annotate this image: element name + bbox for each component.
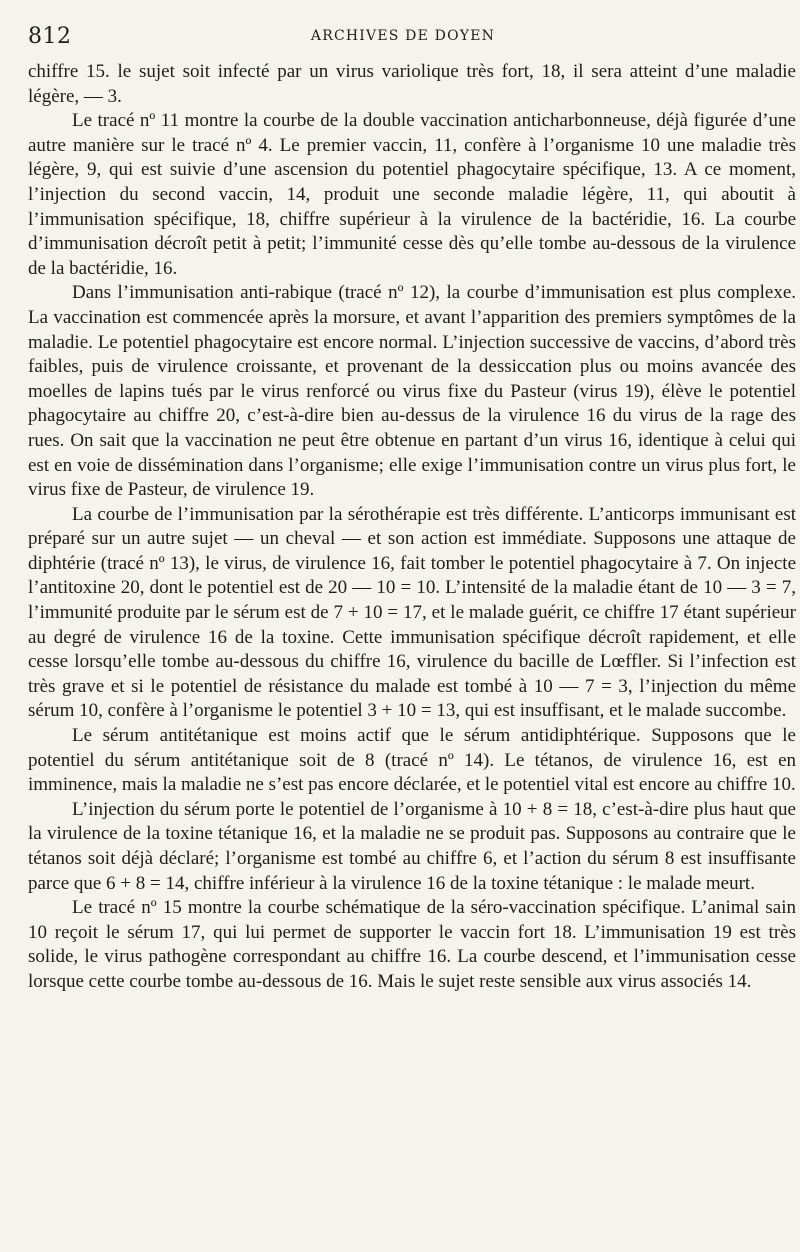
running-title: ARCHIVES DE DOYEN: [310, 28, 496, 44]
paragraph-serum-injection: L’injection du sérum porte le potentiel de l’organisme à 10 + 8 = 18, c’est-à-dire plus haut que la virulence de la toxine tétanique 16, et la maladie ne se produit pas. Supposons au contraire que le tétanos soit déjà déclaré; l’organisme est tombé au chiffre 6, et l’action du sérum 8 est insuffisante parce que 6 + 8 = 14, chiffre inférieur à la virulence 16 de la toxine tétanique : le malade meurt.: [28, 798, 796, 894]
paragraph-antitetanus: Le sérum antitétanique est moins actif que le sérum antidiphtérique. Supposons que le potentiel du sérum antitétanique soit de 8 (tracé nº 14). Le tétanos, de virulence 16, est en imminence, mais la maladie ne s’est pas encore déclarée, et le potentiel vital est encore au chiffre 10.: [28, 725, 796, 796]
paragraph-serotherapy: La courbe de l’immunisation par la sérothérapie est très différente. L’anticorps immunisant est préparé sur un autre sujet — un cheval — et son action est immédiate. Supposons une attaque de diphtérie (tracé nº 13), le virus, de virulence 16, fait tomber le potentiel phagocytaire à 7. On injecte l’antitoxine 20, dont le potentiel est de 20 — 10 = 10. L’intensité de la maladie étant de 10 — 3 = 7, l’immunité produite par le sérum est de 7 + 10 = 17, et le malade guérit, ce chiffre 17 étant supérieur au degré de virulence 16 de la toxine. Cette immunisation spécifique décroît rapidement, et elle cesse lorsqu’elle tombe au-dessous du chiffre 16, virulence du bacille de Lœffler. Si l’infection est très grave et si le potentiel de résistance du malade est tombé à 10 — 7 = 3, l’injection du même sérum 10, confère à l’organisme le potentiel 3 + 10 = 13, qui est insuffisant, et le malade succombe.: [28, 503, 796, 722]
body-text: [28, 60, 796, 995]
paragraph-continuation: chiffre 15. le sujet soit infecté par un virus variolique très fort, 18, il sera atteint d’une maladie légère, — 3.: [28, 61, 796, 107]
paragraph-trace-15: Le tracé nº 15 montre la courbe schématique de la séro-vaccination spécifique. L’animal sain 10 reçoit le sérum 17, qui lui permet de supporter le vaccin fort 18. L’immunisation 19 est très solide, le virus pathogène correspondant au chiffre 16. La courbe descend, et l’immunisation cesse lorsque cette courbe tombe au-dessous de 16. Mais le sujet reste sensible aux virus associés 14.: [28, 897, 796, 992]
page-header: [28, 24, 778, 58]
paragraph-trace-11: Le tracé nº 11 montre la courbe de la double vaccination anticharbonneuse, déjà figurée d’une autre manière sur le tracé nº 4. Le premier vaccin, 11, confère à l’organisme 10 une maladie très légère, 9, qui est suivie d’une ascension du potentiel phagocytaire spécifique, 13. A ce moment, l’injection du second vaccin, 14, produit une seconde maladie légère, 11, qui aboutit à l’immunisation spécifique, 18, chiffre supérieur à la virulence de la bactéridie, 16. La courbe d’immunisation décroît petit à petit; l’immunité cesse dès qu’elle tombe au-dessous de la virulence de la bactéridie, 16.: [28, 110, 796, 279]
page-number: 812: [28, 24, 72, 49]
paragraph-antirabies: Dans l’immunisation anti-rabique (tracé nº 12), la courbe d’immunisation est plus complexe. La vaccination est commencée après la morsure, et avant l’apparition des premiers symptômes de la maladie. Le potentiel phagocytaire est encore normal. L’injection successive de vaccins, d’abord très faibles, puis de virulence croissante, et provenant de la dessiccation plus ou moins avancée des moelles de lapins tués par le virus renforcé ou virus fixe du Pasteur (virus 19), élève le potentiel phagocytaire au chiffre 20, c’est-à-dire bien au-dessus de la virulence 16 du virus de la rage des rues. On sait que la vaccination ne peut être obtenue en partant d’un virus 16, identique à celui qui est en voie de dissémination dans l’organisme; elle exige l’immunisation contre un virus plus fort, le virus fixe de Pasteur, de virulence 19.: [28, 282, 796, 501]
